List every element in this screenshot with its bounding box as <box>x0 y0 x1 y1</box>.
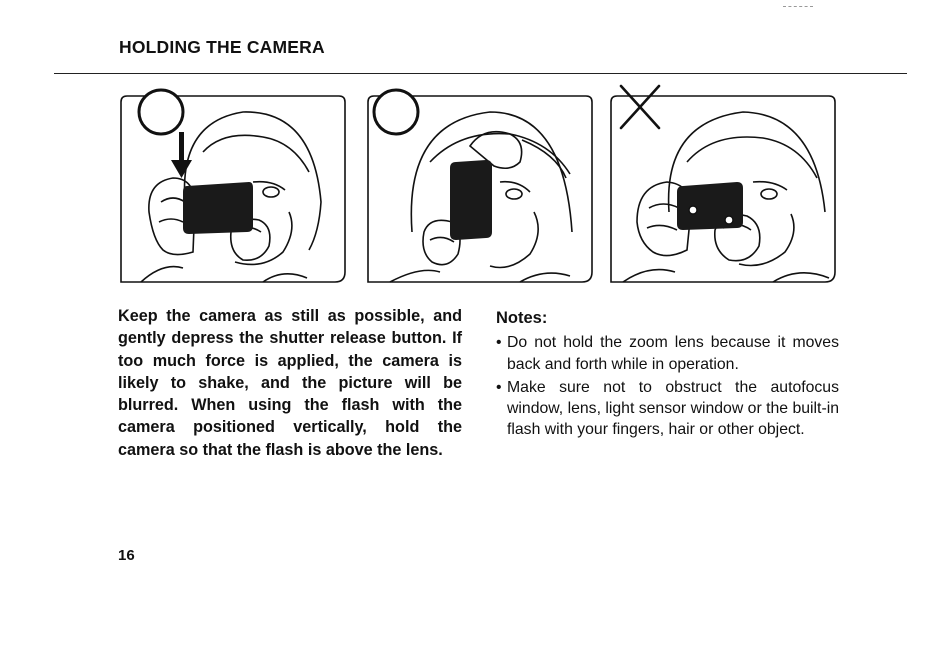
page-number: 16 <box>118 547 135 564</box>
camera-icon <box>677 182 743 230</box>
note-text: Do not hold the zoom lens because it moves back and forth while in operation. <box>507 334 839 373</box>
page-title: HOLDING THE CAMERA <box>119 37 325 57</box>
camera-icon <box>183 182 253 234</box>
notes-list <box>496 332 839 440</box>
circle-correct-icon <box>374 90 418 134</box>
notes-heading: Notes: <box>496 309 548 327</box>
header-rule <box>54 73 907 74</box>
illustration-incorrect <box>603 82 843 292</box>
instruction-paragraph: Keep the camera as still as possible, and gently depress the shutter release button. If too much force is applied, the camera is likely to shake, and the picture will be blurred. When using the flash with the camera positioned vertically, hold the camera so that the flash is above the lens. <box>118 307 462 459</box>
camera-icon <box>450 160 492 240</box>
x-incorrect-icon <box>621 86 659 128</box>
illustration-correct-vertical <box>360 82 600 292</box>
list-item <box>496 377 839 441</box>
illustration-correct-horizontal <box>113 82 353 292</box>
scan-mark <box>783 6 813 7</box>
bullet-icon: • <box>496 378 502 396</box>
notes-section <box>496 308 839 443</box>
list-item <box>496 332 839 375</box>
bullet-icon: • <box>496 334 502 352</box>
circle-correct-icon <box>139 90 183 134</box>
note-text: Make sure not to obstruct the autofocus window, lens, light sensor window or the built-in flash with your fingers, hair or other object. <box>507 378 839 439</box>
